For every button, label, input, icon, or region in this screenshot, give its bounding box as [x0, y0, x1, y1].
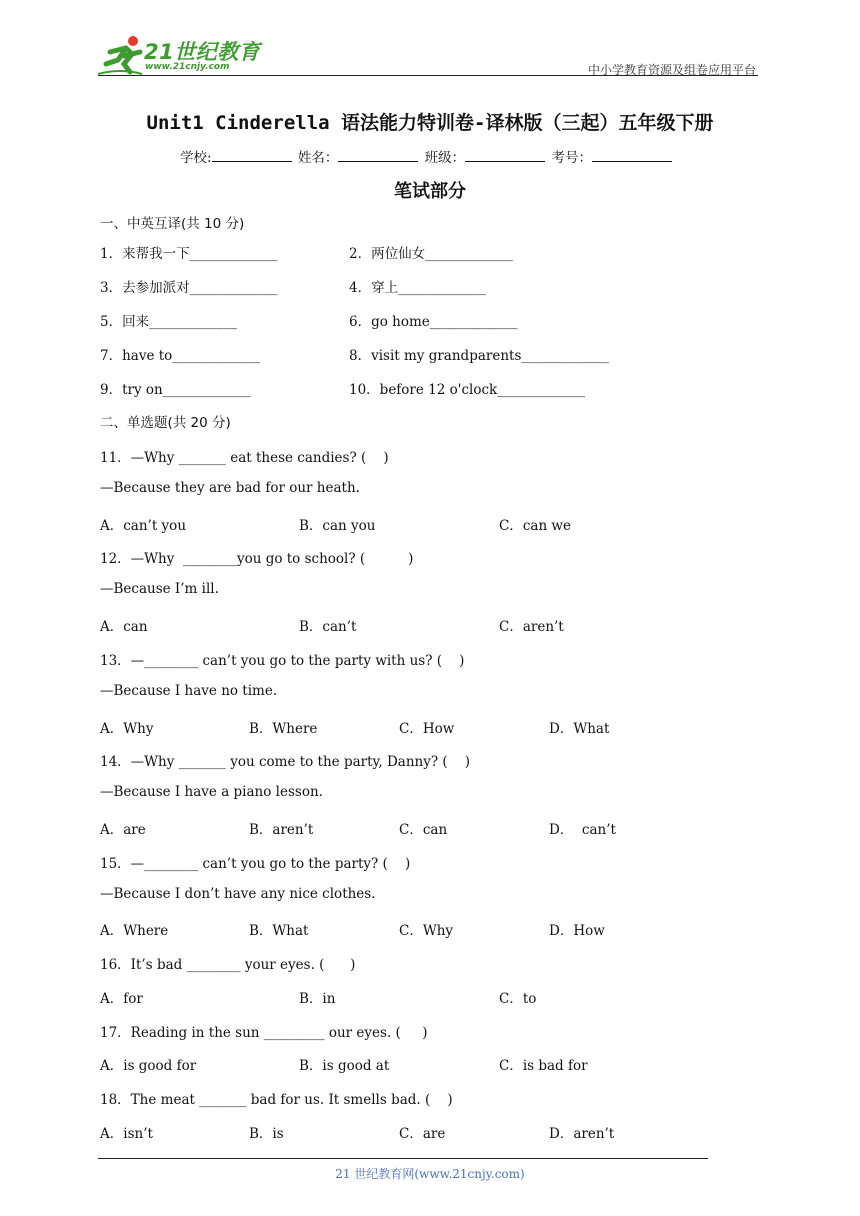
option: B．aren’t [249, 822, 314, 838]
option: A．isn’t [100, 1126, 153, 1142]
option: C．can we [499, 518, 571, 534]
page-title: Unit1 Cinderella 语法能力特训卷-译林版（三起）五年级下册 [146, 112, 714, 134]
option: C．are [399, 1126, 446, 1142]
answer-text: —Because I have a piano lesson. [100, 784, 323, 800]
question-text: 17．Reading in the sun _________ our eyes. ( ) [100, 1025, 428, 1041]
logo-url: www.21cnjy.com [145, 62, 230, 72]
runner-logo-icon [96, 34, 146, 76]
option: C．aren’t [499, 619, 564, 635]
part1-item: 9．try on_____________ [100, 382, 251, 398]
answer-text: —Because I’m ill. [100, 581, 219, 597]
answer-text: —Because they are bad for our heath. [100, 480, 360, 496]
question-text: 11．—Why _______ eat these candies? ( ) [100, 450, 389, 466]
logo-text: 21世纪教育 [144, 40, 261, 64]
part1-item: 10．before 12 o'clock_____________ [349, 382, 585, 398]
option: C．How [399, 721, 455, 737]
answer-text: —Because I don’t have any nice clothes. [100, 886, 376, 902]
option: A．can [100, 619, 148, 635]
part1-item: 5．回来_____________ [100, 314, 237, 330]
option: A．for [100, 991, 143, 1007]
option: D． can’t [549, 822, 616, 838]
option: B．is [249, 1126, 284, 1142]
part1-item: 1．来帮我一下_____________ [100, 246, 278, 262]
part1-item: 8．visit my grandparents_____________ [349, 348, 610, 364]
part2-heading: 二、单选题(共 20 分) [100, 415, 231, 431]
question-text: 13．—________ can’t you go to the party with us? ( ) [100, 653, 465, 669]
option: D．What [549, 721, 610, 737]
option: B．Where [249, 721, 318, 737]
option: C．to [499, 991, 537, 1007]
option: A．is good for [100, 1058, 197, 1074]
name-label: 姓名： [297, 150, 339, 166]
class-label: 班级： [424, 150, 466, 166]
platform-label: 中小学教育资源及组卷应用平台 [587, 63, 756, 77]
option: A．Why [100, 721, 154, 737]
option: D．How [549, 923, 605, 939]
header-divider [98, 75, 758, 76]
school-label: 学校: [180, 150, 212, 166]
question-text: 16．It’s bad ________ your eyes. ( ) [100, 957, 356, 973]
exam-no-field[interactable] [592, 149, 672, 162]
option: C．is bad for [499, 1058, 588, 1074]
footer-divider [98, 1158, 708, 1159]
part1-item: 4．穿上_____________ [349, 280, 486, 296]
part1-item: 7．have to_____________ [100, 348, 261, 364]
answer-text: —Because I have no time. [100, 683, 278, 699]
part1-item: 2．两位仙女_____________ [349, 246, 513, 262]
option: C．Why [399, 923, 454, 939]
school-field[interactable] [212, 149, 292, 162]
part1-item: 6．go home_____________ [349, 314, 518, 330]
question-text: 14．—Why _______ you come to the party, Danny? ( ) [100, 754, 471, 770]
option: A．are [100, 822, 146, 838]
option: B．can you [299, 518, 376, 534]
exam-no-label: 考号： [551, 150, 592, 166]
class-field[interactable] [465, 149, 545, 162]
question-text: 12．—Why ________you go to school? ( ) [100, 551, 414, 567]
option: B．in [299, 991, 336, 1007]
question-text: 18．The meat _______ bad for us. It smells bad. ( ) [100, 1092, 453, 1108]
option: A．Where [100, 923, 169, 939]
footer-link[interactable]: 21 世纪教育网(www.21cnjy.com) [335, 1167, 525, 1181]
part1-heading: 一、中英互译(共 10 分) [100, 216, 245, 232]
name-field[interactable] [338, 149, 418, 162]
question-text: 15．—________ can’t you go to the party? ( ) [100, 856, 411, 872]
option: B．can’t [299, 619, 357, 635]
option: B．is good at [299, 1058, 390, 1074]
section-title: 笔试部分 [394, 181, 466, 202]
option: D．aren’t [549, 1126, 615, 1142]
option: B．What [249, 923, 309, 939]
student-info-row [180, 146, 674, 166]
part1-item: 3．去参加派对_____________ [100, 280, 278, 296]
option: A．can’t you [100, 518, 187, 534]
option: C．can [399, 822, 448, 838]
